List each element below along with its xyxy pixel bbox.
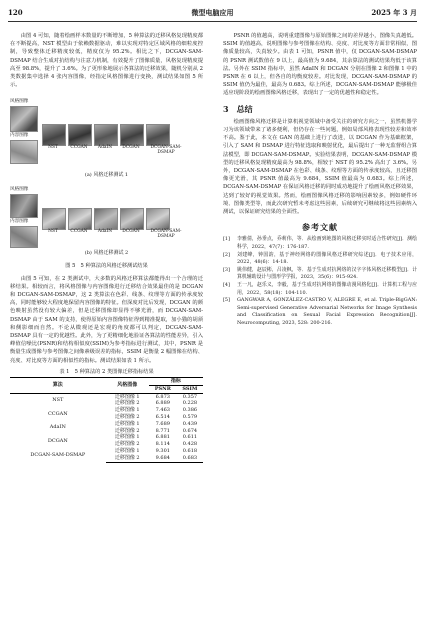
reference-number: [1] (223, 236, 230, 243)
reference-text: 李雅倩，孙垂点，乔莉伟，等．从绘画到地图的风格迁移实时适合性研究[J]．测绘科学，2022，47(7)：176-187. (237, 236, 417, 251)
cell-psnr: 6.881 (155, 434, 170, 441)
col-algorithm: 算法 (10, 378, 106, 394)
style-image-a (10, 106, 38, 132)
cell-psnr: 8.114 (155, 441, 170, 448)
journal-name: 微型电脑应用 (191, 8, 234, 17)
cell-img: 迁移图像 2 (114, 414, 140, 421)
reference-item (223, 297, 417, 327)
cell-ssim: 0.357 (182, 393, 198, 400)
right-paragraph-2: 绘画图像风格迁移是计算机视觉领域中备受关注的研究方向之一，虽然机器学习为该领域带来了诸多便利，但仍存在一些问题，例如局部风格表现性较差和效率不高。鉴于此，本文在 GAN 的基础上进行了改进，以 DCGAN 作为基础框架，引入了 SAM 和 DSMAP 进行特征选取和映射优化，最后提出了一种无监督组合算法模型，即 DCGAN-SAM-DSMAP。实验结果表明，DCGAN-SAM-DSMAP 模型的迁移风格复现精度最高为 98.8%，相较于 NST 的 95.2% 高出了 3.6%。另外，DCGAN-SAM-DSMAP 在色彩、线条、纹理等方面的传承度较高，且迁移图像更光滑，其 PSNR 值最高为 9.684，SSIM 值最高为 0.683。综上所述，DCGAN-SAM-DSMAP 在保证风格迁移的同时成功地提升了绘画风格迁移效果，达到了较好的视觉效果。然而，绘画图像风格迁移的影响因素较多，例如硬件环境、图像类型等，而此次研究暂未考虑这些因素，后续研究可继续将这些因素纳入测试，以保证研究结果的全面性。 (223, 118, 417, 216)
cell-ssim: 0.439 (182, 420, 198, 427)
reference-text: GANGWAR A, GONZÁLEZ-CASTRO V, ALEGRE E, et al. Triple-BigGAN: Semi-supervised Generative Adversarial Networks for Image Synthesis and Classification on Sexual Facial Expression Recognition[J]. Neurocomputing, 2023, 528: 200-216. (237, 297, 417, 326)
left-paragraph-1: 由图 4 可知，随着绘画样本数量的不断增加，5 种算法的迁移风格复现精度都在不断提高，NST 模型由于依赖数据驱动，难以实现对特定区域风格的细粒度控制，导致整体迁移精度较低，精度仅为 95.2%。相比之下，DCGAN-SAM-DSMAP 结合生成对抗结构与注意力机制，有效提升了图像质量，风格复现精度提高至 98.8%，提升了 3.6%。为了更形象地展示各算法的迁移效果，随机分别从 2 类数据集中选择 4 张内容图像，经指定风格图像进行变换，测试结果如图 5 所示。 (10, 33, 203, 89)
left-column (10, 32, 203, 463)
reference-text: 王一凡，赵乐义，李毅，基于生成对抗网络的图像动漫风格化[J]．计算机工程与应用，2022，58(18)：104-110. (237, 282, 417, 296)
cell-psnr: 8.771 (155, 427, 170, 434)
cell-ssim: 0.683 (177, 455, 203, 462)
cell-img: 迁移图像 2 (114, 441, 140, 448)
cell-psnr: 7.463 (155, 407, 170, 414)
header-rule (8, 21, 417, 22)
label-dcgan-a: DCGAN (122, 145, 140, 151)
result-dcgan-sam-dsmap-b (146, 208, 170, 230)
left-paragraph-2: 由图 5 可知，在 2 类测试中，大多数的风格迁移算法都能得出一个合理的迁移结果。相较而言，将风格图像与内容图像进行迁移结合效果最佳的是 DCGAN 和 DCGAN-SAM-DSMAP，这 2 类算法在色彩、线条、纹理等方面的传承度较高，同时能够较大程度地保留内容图像的特征。但深度对比后发现，DCGAN 的颜色映射虽然没有较大偏差，但是迁移图像却显得不够光滑，而 DCGAN-SAM-DSMAP 由于 SAM 的支持，使得原始内容图像特征得到精准提取，加小猫的胡须和侧影细而自然。不论从微观还是宏观的角度都可以判定，DCGAN-SAM-DSMAP 具有一定的优越性。此外，为了更精细化地验证各算法的性能差异，引入峰值信噪比(PSNR)和结构相似度(SSIM)为参考指标进行测试，其中，PSNR 是衡量生成图像与参考图像之间像素级误差的指标，SSIM 是衡量 2 幅图像在结构、亮度、对比度等方面的相似性的指标。测试结果如表 1 所示。 (10, 275, 203, 364)
reference-number: [3] (223, 266, 230, 273)
cell-img: 迁移图像 2 (106, 455, 149, 462)
reference-number: [4] (223, 282, 230, 289)
label-adain-a: AdaIN (97, 145, 113, 151)
col-psnr: PSNR (149, 385, 177, 393)
table-row (10, 407, 203, 414)
table-row (10, 393, 203, 400)
reference-list (223, 236, 417, 327)
result-ccgan-b (68, 208, 92, 230)
label-dcgan-b: DCGAN (122, 229, 140, 235)
reference-text: 姚伟健，赵辰彬，吕凌枫，等．基于生成对抗网络的汉字字体风格迁移模型[J]．计算机辅助设计与图形学学报，2023，35(6)：915-924. (237, 266, 417, 281)
cell-img: 迁移图像 1 (114, 393, 140, 400)
cell-ssim: 0.428 (182, 441, 198, 448)
results-table (10, 377, 203, 463)
col-style-image: 风格图像 (106, 378, 149, 394)
figure-5b-caption: (b) 风格迁移测试 2 (84, 250, 129, 257)
cell-ssim: 0.228 (182, 400, 198, 407)
reference-text: 刘建峰，钟国韵，基于神经网络的图像风格迁移研究综述[J]．电子技术应用，2022，48(6)：14-18. (237, 251, 417, 266)
right-paragraph-1: PSNR 的值越高，说明重建图像与原始图像之间的差异越小，图像失真越低。SSIM 的值越高，说明图像与参考图像在结构、亮度、对比度等方面非常相似，图像质量较高，失真较少。由表 1 可知，PSNR 值中，仅 DCGAN-SAM-DSMAP 的 PSNR 测试数值在 9 以上，最高值为 9.684，其余算法的测试结果均低于该算法。另外在 SSIM 指标中，虽然 AdaIN 和 DCGAN 分别在图像 2 和图像 1 中的 PSNR 在 6 以上，但各自的均衡度较差。对比发现，DCGAN-SAM-DSMAP 的 SSIM 值仍为最佳，最高为 0.683。综上所述，DCGAN-SAM-DSMAP 能够极佳适应现阶段的绘画图像风格迁移，表现出了一定的优越性和稳定性。 (223, 33, 417, 97)
figure-5b (10, 186, 203, 260)
label-nst-a: NST (48, 145, 58, 151)
cell-img: 迁移图像 1 (114, 407, 140, 414)
label-ccgan-b: CCGAN (70, 229, 88, 235)
style-row-label: 风格图像 (10, 99, 29, 105)
col-metric: 指标 (149, 378, 203, 386)
running-header (8, 8, 417, 20)
col-ssim: SSIM (177, 385, 203, 393)
table-1-caption: 表 1 5 种算法的 2 类图像迁移指标结果 (59, 368, 154, 375)
issue-date: 2025 年 3 月 (371, 8, 417, 17)
reference-item (223, 282, 417, 297)
content-row-label: 内容图像 (10, 133, 29, 139)
table-row (10, 434, 203, 441)
cell-algorithm: AdaIN (49, 424, 66, 431)
figure-5a (10, 94, 203, 184)
cell-psnr: 6.889 (155, 400, 170, 407)
result-ccgan-a (68, 124, 92, 146)
result-dcgan-b (120, 208, 144, 230)
page-number: 120 (8, 8, 23, 17)
cell-algorithm: CCGAN (47, 410, 68, 417)
cell-psnr: 6.514 (155, 414, 170, 421)
cell-img: 迁移图像 1 (114, 434, 140, 441)
cell-ssim: 0.618 (182, 448, 198, 455)
cell-psnr: 6.873 (155, 393, 170, 400)
label-dcgan-sam-dsmap-a: DCGAN-SAM-DSMAP (150, 145, 182, 156)
content-image-b (10, 226, 38, 248)
result-nst-b (42, 208, 66, 230)
cell-ssim: 0.579 (182, 414, 198, 421)
content-row-label-b: 内容图像 (10, 219, 29, 225)
cell-img: 迁移图像 2 (114, 427, 140, 434)
table-row (10, 448, 203, 455)
label-adain-b: AdaIN (97, 229, 113, 235)
section-heading-conclusion: 3 总结 (223, 103, 253, 114)
cell-psnr: 7.689 (155, 420, 170, 427)
cell-ssim: 0.386 (182, 407, 198, 414)
right-column (223, 32, 417, 328)
label-dcgan-sam-dsmap-b: DCGAN-SAM-DSMAP (150, 229, 182, 240)
reference-item (223, 252, 417, 267)
result-adain-a (94, 124, 118, 146)
figure-5-caption: 图 5 5 种算法的风格迁移测试结果 (65, 263, 148, 270)
reference-number: [2] (223, 251, 230, 258)
figure-5a-caption: (a) 风格迁移测试 1 (84, 172, 129, 179)
result-dcgan-sam-dsmap-a (146, 124, 170, 146)
table-row (10, 421, 203, 428)
result-dcgan-a (120, 124, 144, 146)
result-nst-a (42, 124, 66, 146)
cell-ssim: 0.674 (182, 427, 198, 434)
cell-algorithm: NST (52, 397, 64, 404)
label-nst-b: NST (48, 229, 58, 235)
cell-psnr: 9.684 (149, 455, 177, 462)
style-row-label-b: 风格图像 (10, 187, 29, 193)
style-image-b (10, 194, 38, 218)
cell-ssim: 0.611 (182, 434, 198, 441)
content-image-a (10, 140, 38, 164)
cell-img: 迁移图像 2 (114, 400, 140, 407)
cell-algorithm: DCGAN-SAM-DSMAP (30, 451, 86, 458)
label-ccgan-a: CCGAN (70, 145, 88, 151)
references-heading: 参考文献 (302, 222, 338, 233)
reference-number: [5] (223, 297, 230, 304)
cell-psnr: 9.301 (155, 448, 170, 455)
cell-algorithm: DCGAN (47, 437, 68, 444)
result-adain-b (94, 208, 118, 230)
cell-img: 迁移图像 1 (114, 420, 140, 427)
cell-img: 迁移图像 1 (114, 448, 140, 455)
reference-item (223, 236, 417, 251)
reference-item (223, 267, 417, 282)
